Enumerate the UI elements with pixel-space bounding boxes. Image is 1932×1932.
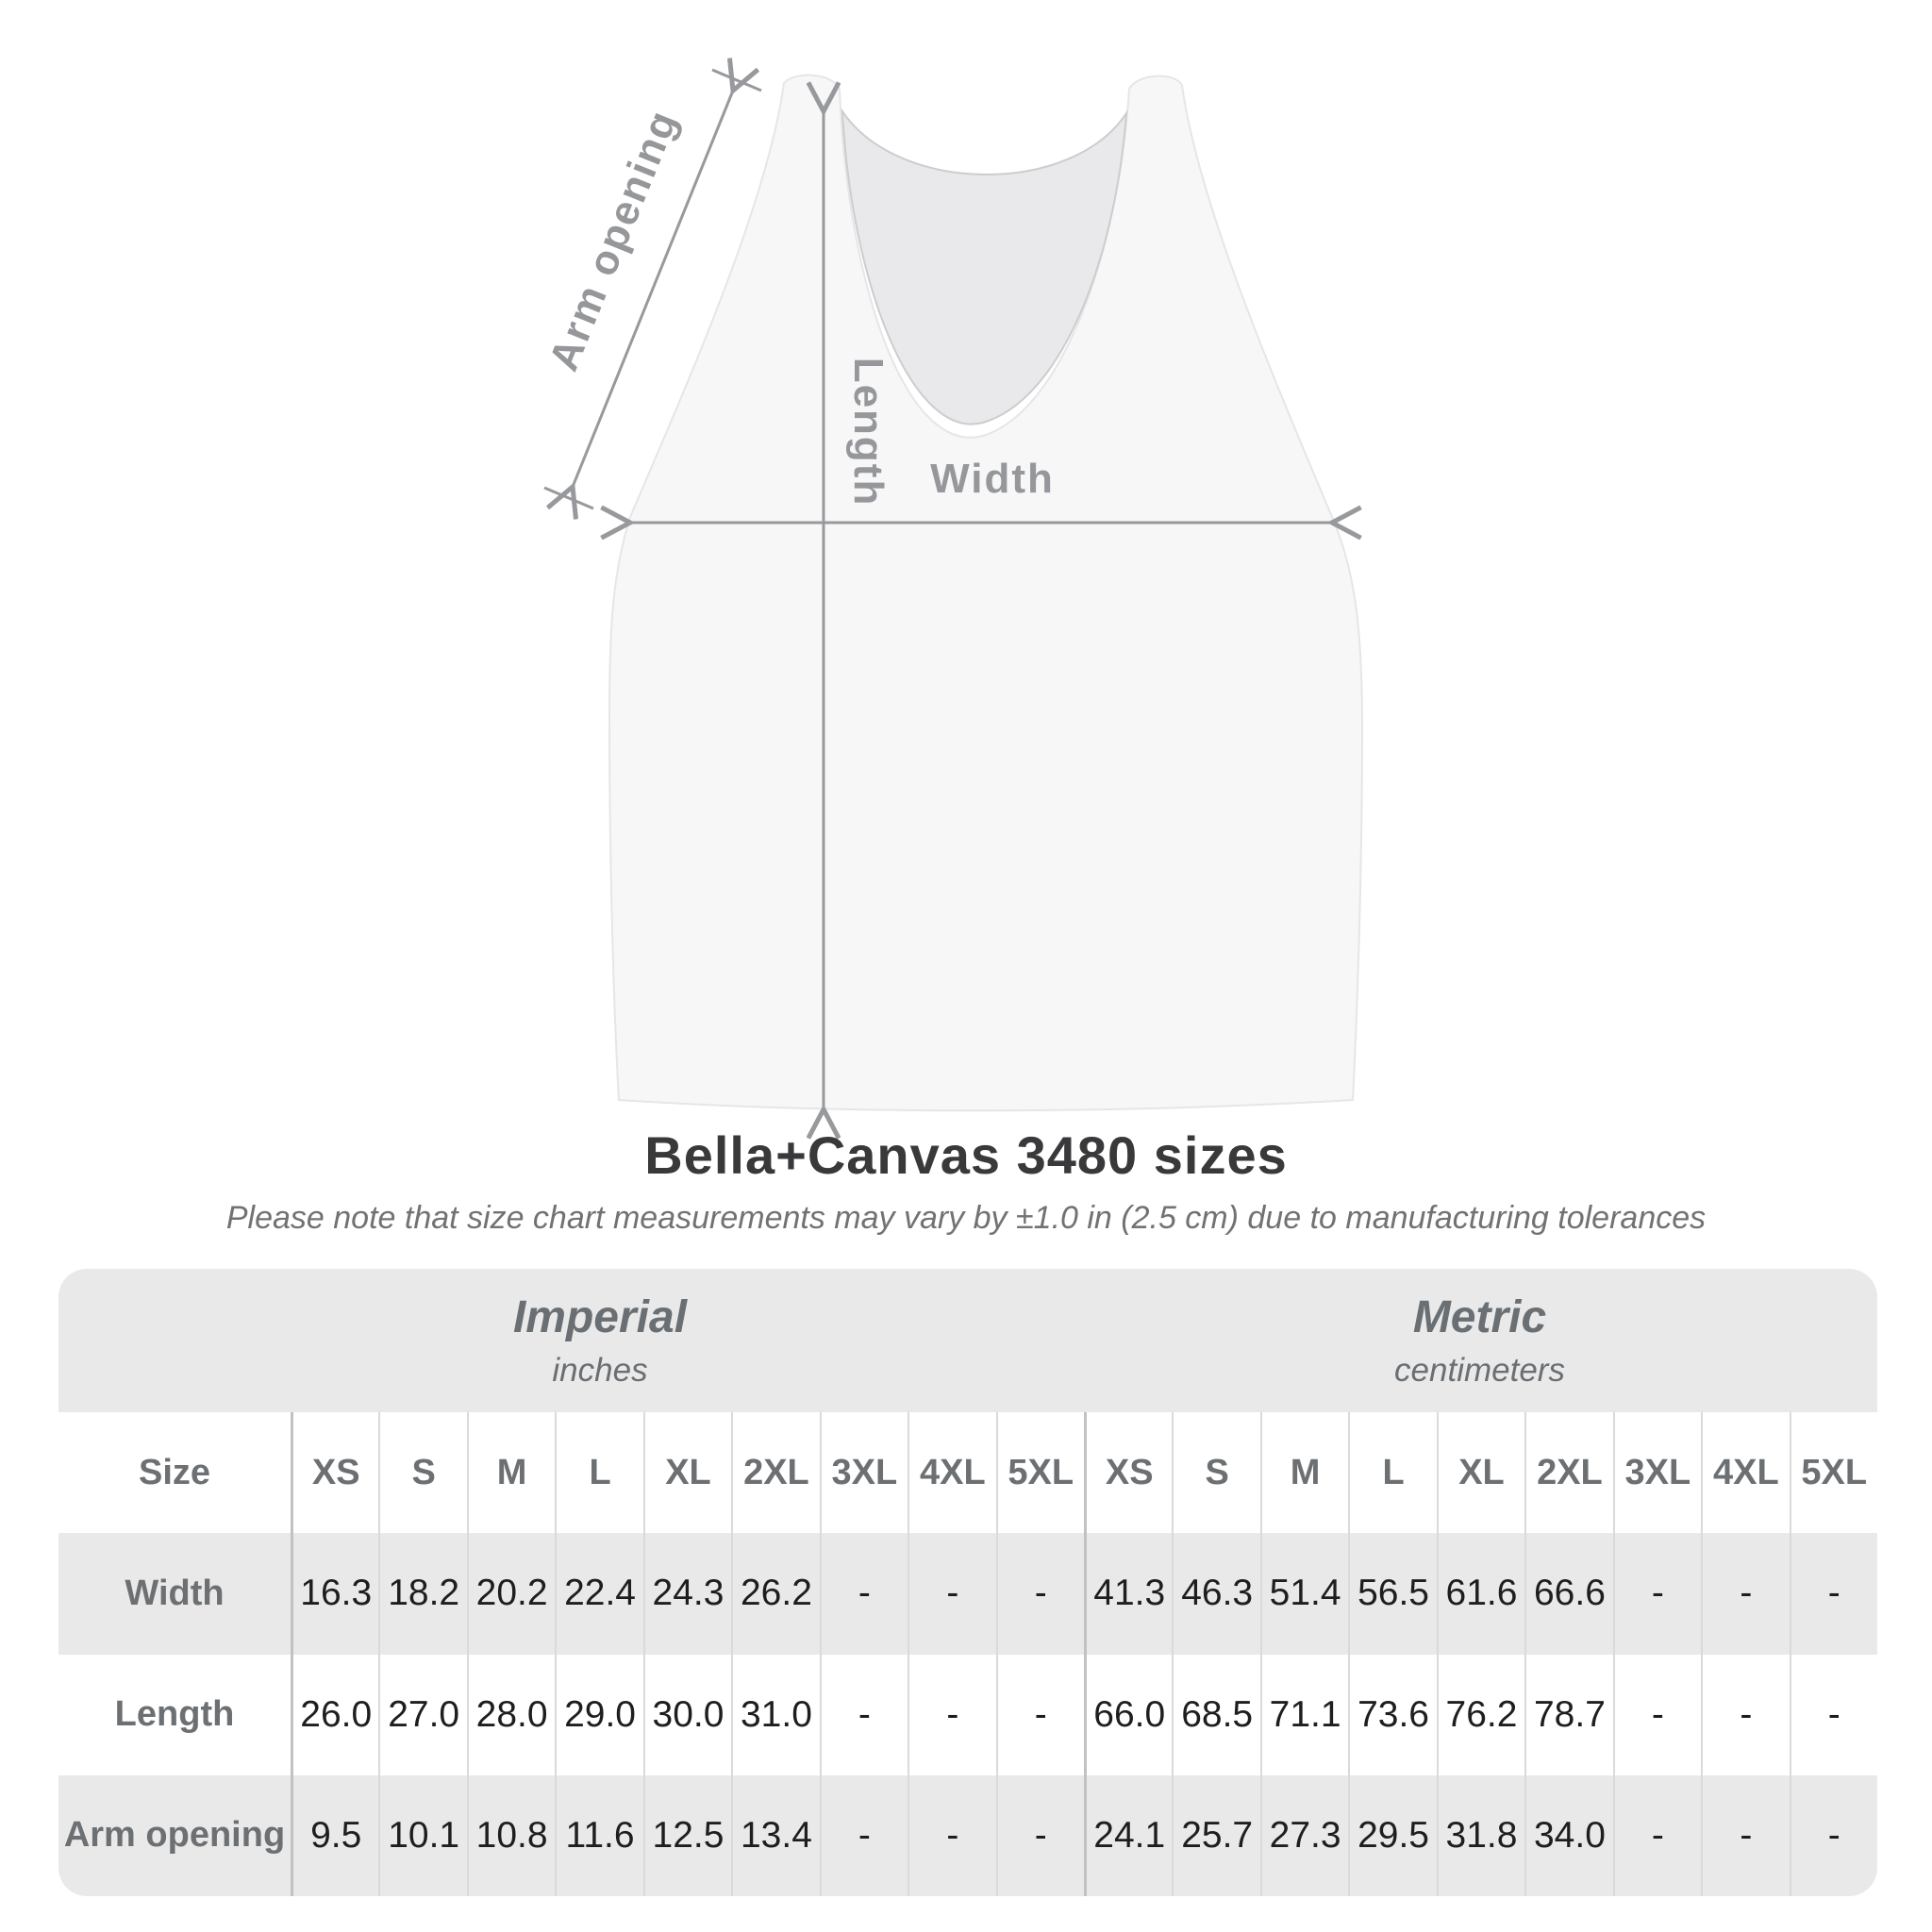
value-cell: 20.2 — [467, 1533, 555, 1654]
unit-group-metric — [1082, 1269, 1877, 1412]
value-cell: 73.6 — [1348, 1655, 1436, 1775]
value-cell: - — [908, 1655, 995, 1775]
table-row — [58, 1412, 1877, 1533]
value-cell: - — [996, 1775, 1084, 1896]
value-cell: 26.2 — [731, 1533, 819, 1654]
value-cell: 51.4 — [1260, 1533, 1348, 1654]
unit-group-imperial — [58, 1269, 1141, 1412]
size-column-header: Size — [138, 1452, 211, 1492]
size-header-cell: 2XL — [731, 1412, 819, 1533]
value-cell: 12.5 — [643, 1775, 731, 1896]
size-header-cell: 4XL — [908, 1412, 995, 1533]
unit-group-unit: centimeters — [1394, 1351, 1565, 1389]
size-header-cell: 4XL — [1701, 1412, 1789, 1533]
size-header-cell: M — [467, 1412, 555, 1533]
value-cell: 22.4 — [555, 1533, 642, 1654]
value-cell: 76.2 — [1437, 1655, 1524, 1775]
value-cell: 26.0 — [291, 1655, 378, 1775]
arm-opening-label: Arm opening — [540, 103, 688, 377]
value-cell: 27.0 — [378, 1655, 466, 1775]
value-cell: 10.8 — [467, 1775, 555, 1896]
value-cell: 29.5 — [1348, 1775, 1436, 1896]
value-cell: 28.0 — [467, 1655, 555, 1775]
size-header-cell: S — [1172, 1412, 1259, 1533]
value-cell: 31.8 — [1437, 1775, 1524, 1896]
size-header-cell: 2XL — [1524, 1412, 1612, 1533]
value-cell: 29.0 — [555, 1655, 642, 1775]
value-cell: - — [1790, 1533, 1877, 1654]
value-cell: 31.0 — [731, 1655, 819, 1775]
value-cell: - — [908, 1533, 995, 1654]
value-cell: 16.3 — [291, 1533, 378, 1654]
value-cell: - — [820, 1775, 908, 1896]
value-cell: - — [1701, 1655, 1789, 1775]
size-header-cell: 5XL — [1790, 1412, 1877, 1533]
table-row — [58, 1775, 1877, 1896]
value-cell: - — [908, 1775, 995, 1896]
value-cell: 11.6 — [555, 1775, 642, 1896]
value-cell: 34.0 — [1524, 1775, 1612, 1896]
row-label: Length — [114, 1694, 235, 1735]
value-cell: - — [996, 1655, 1084, 1775]
value-cell: 13.4 — [731, 1775, 819, 1896]
page-title: Bella+Canvas 3480 sizes — [644, 1125, 1288, 1185]
value-cell: 68.5 — [1172, 1655, 1259, 1775]
value-cell: - — [1790, 1775, 1877, 1896]
value-cell: 9.5 — [291, 1775, 378, 1896]
row-label: Width — [125, 1573, 225, 1613]
value-cell: - — [1613, 1655, 1701, 1775]
size-header-cell: L — [1348, 1412, 1436, 1533]
unit-group-name: Imperial — [512, 1291, 688, 1342]
value-cell: - — [1613, 1533, 1701, 1654]
size-header-cell: L — [555, 1412, 642, 1533]
value-cell: 27.3 — [1260, 1775, 1348, 1896]
value-cell: 78.7 — [1524, 1655, 1612, 1775]
value-cell: - — [820, 1533, 908, 1654]
value-cell: 46.3 — [1172, 1533, 1259, 1654]
size-header-cell: S — [378, 1412, 466, 1533]
size-header-cell: XL — [643, 1412, 731, 1533]
value-cell: - — [820, 1655, 908, 1775]
unit-group-name: Metric — [1412, 1291, 1547, 1342]
value-cell: 66.6 — [1524, 1533, 1612, 1654]
value-cell: 61.6 — [1437, 1533, 1524, 1654]
value-cell: 18.2 — [378, 1533, 466, 1654]
value-cell: 24.1 — [1084, 1775, 1172, 1896]
value-cell: - — [1701, 1533, 1789, 1654]
arm-opening-end-tick-bottom — [544, 488, 593, 508]
length-label: Length — [845, 357, 891, 508]
value-cell: - — [1701, 1775, 1789, 1896]
arm-opening-end-tick-top — [712, 70, 761, 91]
table-row — [58, 1533, 1877, 1654]
size-header-cell: XS — [1084, 1412, 1172, 1533]
size-header-cell: 5XL — [996, 1412, 1084, 1533]
width-label: Width — [930, 456, 1055, 502]
value-cell: - — [1790, 1655, 1877, 1775]
size-header-cell: XL — [1437, 1412, 1524, 1533]
value-cell: - — [996, 1533, 1084, 1654]
row-label: Arm opening — [63, 1815, 286, 1856]
size-header-cell: M — [1260, 1412, 1348, 1533]
value-cell: 24.3 — [643, 1533, 731, 1654]
unit-band — [58, 1269, 1877, 1412]
value-cell: 10.1 — [378, 1775, 466, 1896]
value-cell: 30.0 — [643, 1655, 731, 1775]
value-cell: - — [1613, 1775, 1701, 1896]
value-cell: 71.1 — [1260, 1655, 1348, 1775]
value-cell: 56.5 — [1348, 1533, 1436, 1654]
unit-group-unit: inches — [552, 1351, 648, 1389]
size-header-cell: 3XL — [1613, 1412, 1701, 1533]
size-chart-table — [58, 1269, 1877, 1896]
size-chart-grid — [58, 1412, 1877, 1896]
table-row — [58, 1655, 1877, 1775]
value-cell: 41.3 — [1084, 1533, 1172, 1654]
tolerance-note: Please note that size chart measurements may vary by ±1.0 in (2.5 cm) due to manufacturing tolerances — [225, 1200, 1707, 1236]
value-cell: 25.7 — [1172, 1775, 1259, 1896]
size-header-cell: XS — [291, 1412, 378, 1533]
size-header-cell: 3XL — [820, 1412, 908, 1533]
value-cell: 66.0 — [1084, 1655, 1172, 1775]
